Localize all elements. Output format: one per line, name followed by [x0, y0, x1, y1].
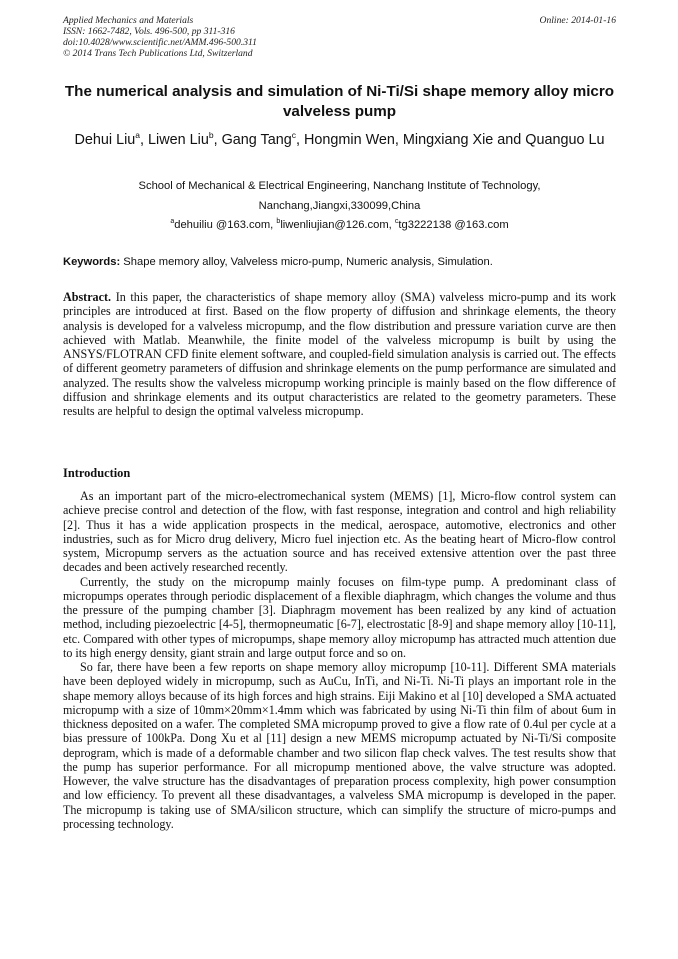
author-superscript: b	[208, 130, 214, 140]
keywords-text: Shape memory alloy, Valveless micro-pump, Numeric analysis, Simulation.	[120, 256, 493, 268]
abstract-label: Abstract.	[63, 290, 112, 304]
body-paragraph: As an important part of the micro-electromechanical system (MEMS) [1], Micro-flow control system can achieve precise control and detection of the flow, with fast response, integration and control and high reliability [2]. Thus it has a wide application prospects in the medical, aerospace, automotive, electronics and other industries, such as for Micro drug delivery, Micro fuel injection etc. As the beating heart of Micro-flow control system, Micropump servers as the actuation source and has received extensive attention over the past three decades and been actively researched recently.	[63, 489, 616, 575]
author-list: Dehui Liu$^a$, Liwen Liu$^b$, Gang Tang$^c$, Hongmin Wen, Mingxiang Xie and Quanguo Lu	[74, 130, 605, 148]
author-name: Dehui Liu	[74, 132, 136, 148]
abstract-text: In this paper, the characteristics of shape memory alloy (SMA) valveless micro-pump and its work principles are introduced at first. Based on the flow property of diffusion and shrinkage elements, the theory analysis is developed for a valveless micropump, and the flow distribution and pressure variation curve are then achieved with Matlab. Meanwhile, the finite model of the valveless micropump is built by using the ANSYS/FLOTRAN CFD finite element software, and coupled-field simulation analysis is carried out. The effects of different geometry parameters of diffusion and shrinkage elements on the pump performance are simulated and analyzed. The results show the valveless micropump working principle is mainly based on the flow difference of diffusion and shrinkage elements and its output characteristics are related to the geometry parameters. These results are helpful to design the optimal valveless micropump.	[63, 290, 616, 418]
abstract	[63, 290, 616, 418]
author-names-rest: Hongmin Wen, Mingxiang Xie and Quanguo Lu	[303, 132, 605, 148]
copyright-line: © 2014 Trans Tech Publications Ltd, Switzerland	[63, 48, 253, 59]
issn-line: ISSN: 1662-7482, Vols. 496-500, pp 311-316	[63, 26, 235, 37]
doi-line: doi:10.4028/www.scientific.net/AMM.496-500.311	[63, 37, 257, 48]
journal-header	[63, 15, 616, 59]
affiliation	[63, 177, 616, 236]
email-address: dehuiliu @163.com,	[174, 219, 277, 231]
email-superscript: a	[170, 218, 175, 225]
affiliation-line: Nanchang,Jiangxi,330099,China	[258, 199, 421, 212]
introduction-body	[63, 489, 616, 831]
email-superscript: c	[394, 218, 399, 225]
body-paragraph: Currently, the study on the micropump mainly focuses on film-type pump. A predominant class of micropumps operates through periodic displacement of a flexible diaphragm, which changes the volume and thus the pressure of the pumping chamber [3]. Diaphragm movement has been realized by any kind of actuation method, including piezoelectric [4-5], thermopneumatic [6-7], electrostatic [8-9] and shape memory alloy [10-11], etc. Compared with other types of micropumps, shape memory alloy micropump has attracted much attention due to its high energy density, giant strain and large output force and so on.	[63, 574, 616, 660]
keywords	[63, 255, 616, 269]
author-name: Liwen Liu	[148, 132, 209, 148]
body-paragraph: So far, there have been a few reports on shape memory alloy micropump [10-11]. Different SMA materials have been deployed widely in micropump, such as AuCu, InTi, and Ni-Ti. Ni-Ti plays an important role in the shape memory alloys because of its high forces and high strains. Eiji Makino et al [10] developed a SMA actuated micropump with a size of 10mm×20mm×1.4mm which was fabricated by using Ni-Ti thin film of about 6um in thickness deposited on a wafer. The completed SMA micropump proved to give a flow rate of 0.4ul per cycle at a bias pressure of 100kPa. Dong Xu et al [11] design a new MEMS micropump actuated by Ni-Ti/Si composite deprogram, which is made of a deformable chamber and two silicon flap check valves. The test results show that the pump has superior performance. For all micropump mentioned above, the valve structure was adopted. However, the valve structure has the disadvantages of preparation process complexity, high power consumption and low efficiency. To prevent all these disadvantages, a valveless SMA micropump is developed in the paper. The micropump is taking use of SMA/silicon structure, which can simplify the structure of micro-pumps and processing technology.	[63, 660, 616, 831]
affiliation-line: School of Mechanical & Electrical Engineering, Nanchang Institute of Technology,	[138, 180, 541, 192]
section-heading: Introduction	[63, 466, 131, 480]
email-address: tg3222138 @163.com	[398, 219, 509, 231]
email-superscript: b	[276, 218, 281, 225]
paper-title: The numerical analysis and simulation of Ni-Ti/Si shape memory alloy micro valveless pump	[64, 83, 615, 120]
author-name: Gang Tang	[221, 132, 292, 148]
keywords-label: Keywords:	[63, 256, 121, 268]
email-address: liwenliujian@126.com,	[280, 219, 395, 231]
author-superscript: c	[291, 130, 296, 140]
email-line	[63, 216, 616, 236]
online-date: Online: 2014-01-16	[539, 15, 616, 26]
author-superscript: a	[135, 130, 141, 140]
journal-name: Applied Mechanics and Materials	[63, 15, 194, 26]
